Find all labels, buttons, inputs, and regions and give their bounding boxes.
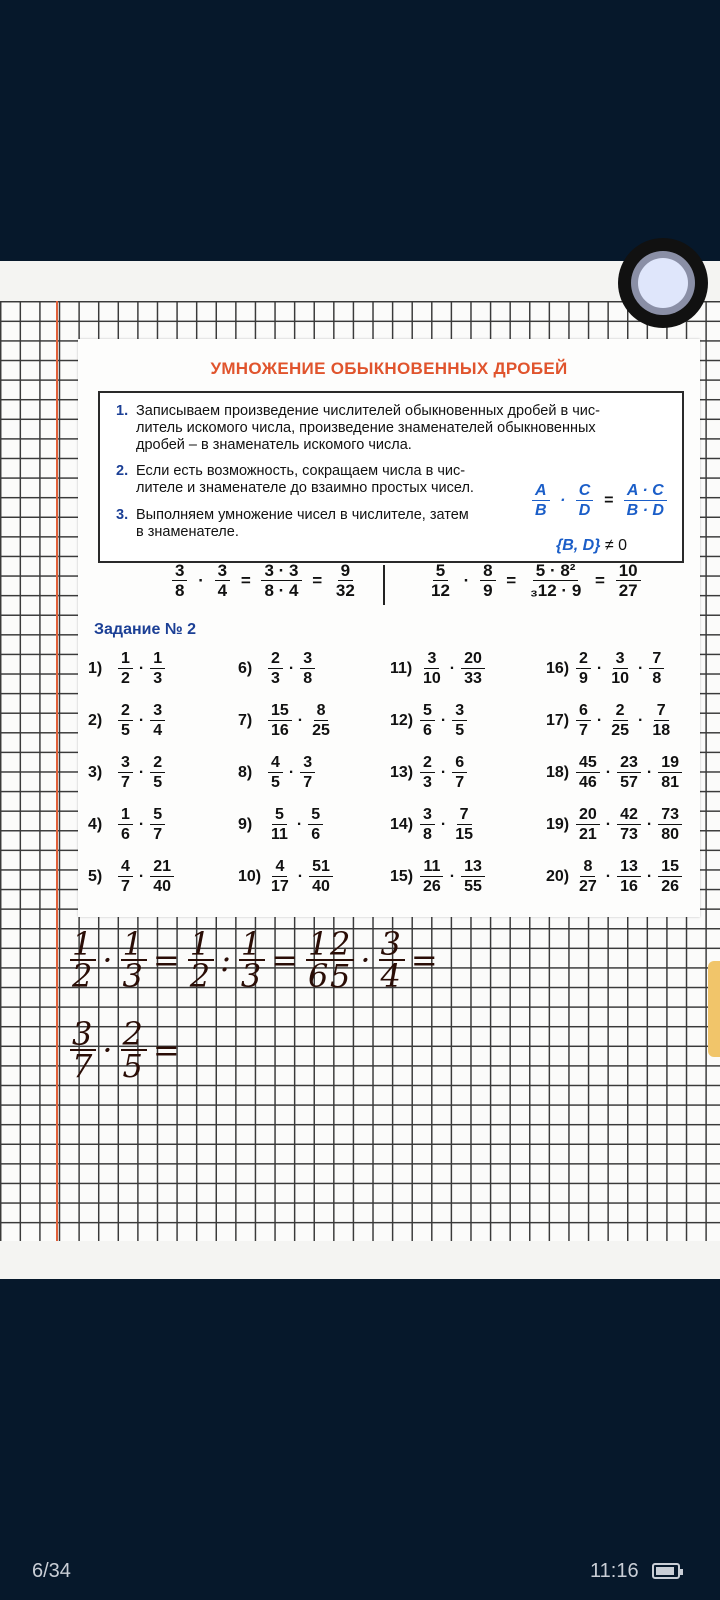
- fraction: $\frac{2}{5}$: [150, 753, 165, 792]
- fraction: $\frac{6}{7}$: [576, 701, 591, 740]
- handwritten-solution-3: $\frac{3}{7}$ · $\frac{2}{5}$ =: [72, 1015, 182, 1085]
- denominator-condition: {B, D} ≠ 0: [556, 537, 628, 554]
- task-item: [390, 649, 487, 688]
- multiply-sign: ·: [605, 763, 612, 781]
- multiply-sign: ·: [638, 711, 644, 729]
- fraction: $\frac{15}{16}$: [268, 701, 292, 740]
- example-2: $\frac{5}{12}$ · $\frac{8}{9}$ = $\frac{\text{5 · 8²}}{\text{₃12 · 9}}$ = $\frac{10}{27}$: [426, 561, 643, 600]
- multiply-sign: ·: [440, 815, 447, 833]
- task-item: [546, 857, 684, 896]
- task-item: [88, 857, 176, 896]
- fraction: $\frac{3}{8}$: [300, 649, 315, 688]
- task-label: 16): [546, 659, 570, 677]
- fraction: $\frac{3}{10}$: [423, 650, 441, 687]
- task-item: [238, 649, 317, 688]
- rule-line: лителе и знаменателе до взаимно простых чисел.: [136, 480, 474, 496]
- multiply-sign: ·: [646, 815, 653, 833]
- fraction: $\frac{8}{25}$: [312, 702, 330, 739]
- margin-line: [56, 301, 58, 1241]
- task-label: 15): [390, 867, 414, 885]
- fraction: $\frac{3}{10}$: [611, 650, 630, 687]
- rule-2: [116, 463, 474, 497]
- multiply-sign: ·: [138, 711, 145, 729]
- multiply-sign: ·: [288, 763, 295, 781]
- example-1: $\frac{3}{8}$ · $\frac{3}{4}$ = $\frac{3 \cdot 3}{8 \cdot 4}$ = $\frac{9}{32}$: [170, 561, 360, 600]
- task-item: [390, 857, 487, 896]
- fraction: $\frac{2}{25}$: [611, 702, 630, 739]
- fraction: $\frac{20}{33}$: [461, 649, 485, 688]
- task-item: [238, 857, 335, 896]
- multiply-sign: ·: [297, 867, 304, 885]
- fraction: $\frac{4}{5}$: [268, 753, 283, 792]
- task-label: 11): [390, 659, 413, 677]
- task-item: [88, 805, 167, 844]
- rule-3: [116, 507, 469, 541]
- fraction: $\frac{3}{7}$: [300, 753, 315, 792]
- task-label: 9): [238, 815, 253, 833]
- fraction: $\frac{7}{18}$: [652, 702, 671, 739]
- task-item: [88, 753, 167, 792]
- task-item: [88, 649, 167, 688]
- fraction: $\frac{4}{7}$: [118, 857, 133, 896]
- task-heading: Задание № 2: [94, 621, 196, 638]
- fraction: $\frac{23}{57}$: [617, 753, 641, 792]
- capture-button-core: [638, 258, 688, 308]
- task-label: 10): [238, 867, 262, 885]
- multiply-sign: ·: [596, 711, 603, 729]
- multiply-sign: ·: [138, 763, 145, 781]
- fraction: $\frac{11}{26}$: [420, 857, 444, 896]
- task-item: [238, 805, 325, 844]
- multiply-sign: ·: [440, 711, 447, 729]
- fraction: $\frac{42}{73}$: [617, 805, 641, 844]
- handwritten-solution-2: $\frac{2}{5}$ · $\frac{3}{4}$ =: [330, 925, 440, 995]
- task-label: 18): [546, 763, 570, 781]
- fraction: $\frac{73}{80}$: [658, 805, 682, 844]
- fraction: $\frac{3}{8}$: [420, 805, 435, 844]
- page-title: УМНОЖЕНИЕ ОБЫКНОВЕННЫХ ДРОБЕЙ: [210, 359, 568, 378]
- fraction: $\frac{51}{40}$: [309, 857, 333, 896]
- multiply-sign: ·: [440, 763, 447, 781]
- task-label: 14): [390, 815, 414, 833]
- multiply-sign: ·: [646, 763, 653, 781]
- capture-button[interactable]: [618, 238, 708, 328]
- rule-number: 3.: [116, 507, 129, 523]
- battery-fill: [656, 1567, 674, 1575]
- task-label: 8): [238, 763, 253, 781]
- fraction: $\frac{5}{6}$: [420, 701, 435, 740]
- multiply-sign: ·: [449, 659, 456, 677]
- task-label: 6): [238, 659, 253, 677]
- fraction: $\frac{3}{5}$: [452, 701, 467, 740]
- rule-line: Записываем произведение числителей обыкновенных дробей в чис-: [136, 403, 600, 419]
- multiply-sign: ·: [297, 711, 304, 729]
- multiply-sign: ·: [596, 659, 603, 677]
- multiply-sign: ·: [138, 815, 145, 833]
- fraction: $\frac{13}{55}$: [461, 857, 485, 896]
- example-separator: [383, 565, 385, 605]
- clock: 11:16: [590, 1560, 639, 1582]
- fraction: $\frac{19}{81}$: [658, 753, 682, 792]
- multiply-sign: ·: [646, 867, 653, 885]
- task-label: 3): [88, 763, 103, 781]
- multiply-sign: ·: [288, 659, 295, 677]
- fraction: $\frac{5}{11}$: [271, 806, 288, 843]
- task-item: [238, 701, 335, 740]
- fraction: $\frac{7}{8}$: [649, 649, 664, 688]
- multiply-sign: ·: [296, 815, 303, 833]
- task-label: 12): [390, 711, 414, 729]
- notebook-photo: [0, 261, 720, 1279]
- battery-icon: [652, 1563, 680, 1579]
- multiplication-formula: $\frac{A}{B}$ · $\frac{C}{D}$ = $\frac{A \cdot C}{B \cdot D}$: [530, 481, 669, 520]
- task-item: [546, 805, 684, 844]
- side-panel-handle[interactable]: [708, 961, 720, 1057]
- rule-line: дробей – в знаменатель искомого числа.: [136, 437, 412, 453]
- task-label: 1): [88, 659, 103, 677]
- fraction: $\frac{1}{2}$: [118, 649, 133, 688]
- multiply-sign: ·: [638, 659, 644, 677]
- task-item: [390, 701, 469, 740]
- fraction: $\frac{45}{46}$: [576, 753, 600, 792]
- rule-line: Если есть возможность, сокращаем числа в чис-: [136, 463, 466, 479]
- fraction: $\frac{6}{7}$: [452, 753, 467, 792]
- multiply-sign: ·: [449, 867, 456, 885]
- rule-line: Выполняем умножение чисел в числителе, затем: [136, 507, 469, 523]
- fraction: $\frac{1}{3}$: [150, 649, 165, 688]
- multiply-sign: ·: [605, 815, 612, 833]
- task-item: [88, 701, 167, 740]
- task-item: [546, 649, 666, 688]
- fraction: $\frac{5}{7}$: [150, 805, 165, 844]
- capture-button-ring: [631, 251, 695, 315]
- task-label: 20): [546, 867, 570, 885]
- fraction: $\frac{13}{16}$: [617, 857, 641, 896]
- fraction: $\frac{2}{5}$: [118, 701, 133, 740]
- fraction: $\frac{1}{6}$: [118, 805, 133, 844]
- task-item: [390, 753, 469, 792]
- fraction: $\frac{7}{15}$: [455, 806, 474, 843]
- task-label: 17): [546, 711, 570, 729]
- fraction: $\frac{2}{3}$: [268, 649, 283, 688]
- task-label: 7): [238, 711, 253, 729]
- fraction: $\frac{4}{17}$: [271, 858, 289, 895]
- fraction: $\frac{8}{27}$: [579, 858, 597, 895]
- rule-1: [116, 403, 600, 454]
- fraction: $\frac{5}{6}$: [308, 805, 323, 844]
- task-label: 5): [88, 867, 103, 885]
- fraction: $\frac{3}{4}$: [150, 701, 165, 740]
- handwritten-solution-1: $\frac{1}{2}$ · $\frac{1}{3}$ = $\frac{1}{2}$ : $\frac{1}{3}$ = $\frac{1}{6}$: [72, 925, 331, 995]
- task-item: [238, 753, 317, 792]
- task-label: 13): [390, 763, 414, 781]
- fraction: $\frac{15}{26}$: [658, 857, 682, 896]
- fraction: $\frac{2}{9}$: [576, 649, 591, 688]
- multiply-sign: ·: [605, 867, 612, 885]
- fraction: $\frac{3}{7}$: [118, 753, 133, 792]
- task-label: 19): [546, 815, 570, 833]
- task-item: [546, 753, 684, 792]
- rule-number: 1.: [116, 403, 129, 419]
- textbook-page: [78, 339, 700, 917]
- fraction: $\frac{21}{40}$: [150, 857, 174, 896]
- fraction: $\frac{2}{3}$: [420, 753, 435, 792]
- rule-line: в знаменателе.: [136, 524, 239, 540]
- rule-number: 2.: [116, 463, 129, 479]
- task-item: [390, 805, 478, 844]
- rule-line: литель искомого числа, произведение знаменателей обыкновенных: [136, 420, 596, 436]
- task-label: 4): [88, 815, 103, 833]
- task-label: 2): [88, 711, 103, 729]
- page-indicator: 6/34: [32, 1560, 71, 1582]
- multiply-sign: ·: [138, 659, 145, 677]
- rules-box: [98, 391, 684, 563]
- task-item: [546, 701, 675, 740]
- multiply-sign: ·: [138, 867, 145, 885]
- fraction: $\frac{20}{21}$: [576, 805, 600, 844]
